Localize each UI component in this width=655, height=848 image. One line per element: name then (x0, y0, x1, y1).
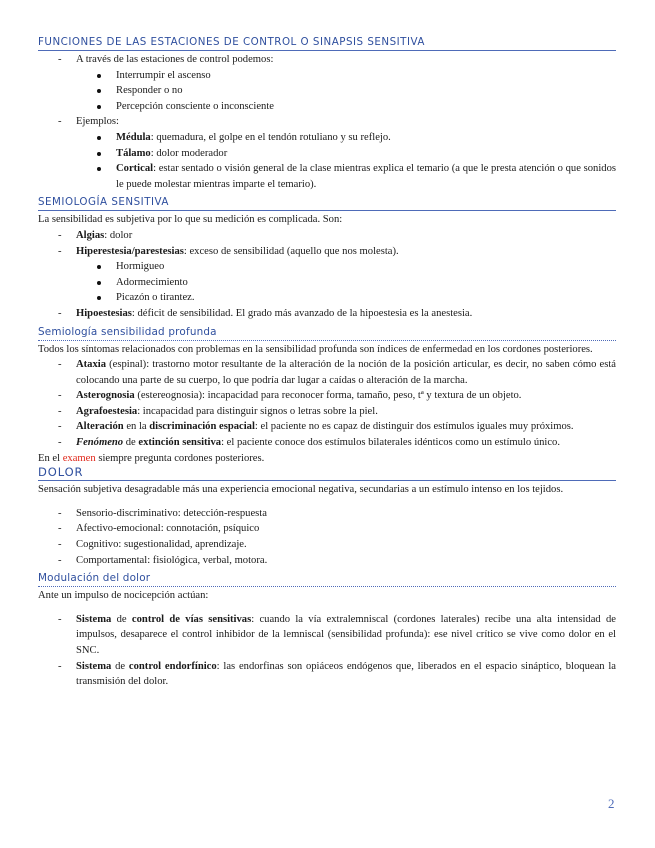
definition: : trastorno motor resultante de la alteración de la noción de la posición articular, es decir, no saben cómo está colocando una parte de su cuerpo, lo que podría dar lugar a caídas o alteración de la marcha. (76, 359, 616, 386)
section-heading-funciones: FUNCIONES DE LAS ESTACIONES DE CONTROL O SINAPSIS SENSITIVA (38, 36, 616, 51)
definition: : dolor moderador (150, 147, 228, 159)
subsection-heading-modulacion: Modulación del dolor (38, 572, 616, 587)
term: Cortical (116, 163, 154, 175)
connector: de (111, 613, 132, 625)
paragraph: Ante un impulso de nocicepción actúan: (38, 590, 209, 602)
bullet-item (38, 130, 616, 146)
section-heading-semiologia: SEMIOLOGÍA SENSITIVA (38, 196, 616, 211)
term: Ataxia (76, 359, 107, 371)
list-item (38, 228, 616, 244)
term: Médula (116, 131, 151, 143)
list-item (38, 306, 616, 322)
connector: en la (123, 421, 150, 433)
parenthetical: (espinal) (106, 359, 147, 371)
list-item (38, 435, 616, 451)
definition: : cuando la vía extralemniscal (cordones laterales) recibe una alta intensidad de impulsos, desaparece el control inhibidor de la lemniscal (sensibilidad profunda): ese nivel crítico se vive como dolor en el SNC. (76, 613, 616, 656)
paragraph: Todos los síntomas relacionados con problemas en la sensibilidad profunda son índices de enfermedad en los cordones posteriores. (38, 343, 593, 355)
list-item (38, 404, 616, 420)
list-item (38, 388, 616, 404)
definition: : déficit de sensibilidad. El grado más avanzado de la hipoestesia es la anestesia. (131, 307, 473, 319)
definition: : quemadura, el golpe en el tendón rotuliano y su reflejo. (150, 131, 391, 143)
term: extinción sensitiva (138, 437, 222, 449)
term: Fenómeno (76, 437, 124, 449)
list-item (38, 419, 616, 435)
exam-note (38, 451, 616, 467)
bullet-item: Hormigueo (38, 259, 616, 275)
definition: : las endorfinas son opiáceos endógenos que, liberados en el espacio sináptico, bloquean la transmisión del dolor. (76, 660, 617, 688)
list-item: - Sensorio-discriminativo: detección-respuesta (38, 506, 616, 522)
definition: : estar sentado o visión general de la clase mientras explica el temario (a que le presta atención o que sonidos le puede molestar mientras imparte el temario). (116, 163, 616, 190)
definition: : el paciente no es capaz de distinguir dos estímulos iguales muy próximos. (254, 421, 574, 433)
subsection-heading-profunda: Semiología sensibilidad profunda (38, 326, 616, 341)
term: Asterognosia (76, 390, 135, 402)
list-item (38, 244, 616, 260)
term: Algias (76, 229, 105, 241)
list-item: - Comportamental: fisiológica, verbal, motora. (38, 553, 616, 569)
term: discriminación espacial (149, 421, 255, 433)
note-text: siempre pregunta cordones posteriores. (95, 452, 265, 464)
list-item: - Cognitivo: sugestionalidad, aprendizaje. (38, 537, 616, 553)
term: Alteración (76, 421, 124, 433)
bullet-item: Picazón o tirantez. (38, 290, 616, 306)
term: Tálamo (116, 147, 151, 159)
paragraph: Sensación subjetiva desagradable más una experiencia emocional negativa, secundarias a un estímulo intenso en los tejidos. (38, 484, 564, 496)
definition: : exceso de sensibilidad (aquello que nos molesta). (183, 245, 399, 257)
bullet-item: Responder o no (38, 83, 616, 99)
list-item (38, 357, 616, 388)
bullet-item: Interrumpir el ascenso (38, 68, 616, 84)
term: Sistema (76, 660, 112, 672)
parenthetical: (estereognosia) (134, 390, 203, 402)
list-item (38, 659, 616, 690)
highlight-word: examen (62, 452, 96, 464)
page-number: 2 (608, 796, 615, 811)
paragraph: La sensibilidad es subjetiva por lo que su medición es complicada. Son: (38, 214, 343, 226)
list-item: - Ejemplos: (38, 114, 616, 130)
bullet-item (38, 161, 616, 192)
document-page (38, 36, 616, 690)
term: Hipoestesias (76, 307, 132, 319)
connector: de (123, 437, 139, 449)
definition: : incapacidad para reconocer forma, tamaño, peso, tª y textura de un objeto. (202, 390, 522, 402)
connector: de (111, 660, 129, 672)
bullet-item: Percepción consciente o inconsciente (38, 99, 616, 115)
definition: : dolor (104, 229, 133, 241)
term: control endorfínico (128, 660, 217, 672)
term: Agrafoestesia (76, 405, 138, 417)
term: control de vías sensitivas (131, 613, 252, 625)
definition: : el paciente conoce dos estímulos bilaterales idénticos como un estímulo único. (221, 437, 561, 449)
term: Sistema (76, 613, 112, 625)
list-item (38, 612, 616, 659)
list-item: - Afectivo-emocional: connotación, psíquico (38, 521, 616, 537)
bullet-item: Adormecimiento (38, 275, 616, 291)
bullet-item (38, 146, 616, 162)
list-item: - A través de las estaciones de control podemos: (38, 52, 616, 68)
section-heading-dolor: DOLOR (38, 466, 616, 481)
term: Hiperestesia/parestesias (76, 245, 184, 257)
note-text: En el (38, 452, 63, 464)
definition: : incapacidad para distinguir signos o letras sobre la piel. (137, 405, 378, 417)
